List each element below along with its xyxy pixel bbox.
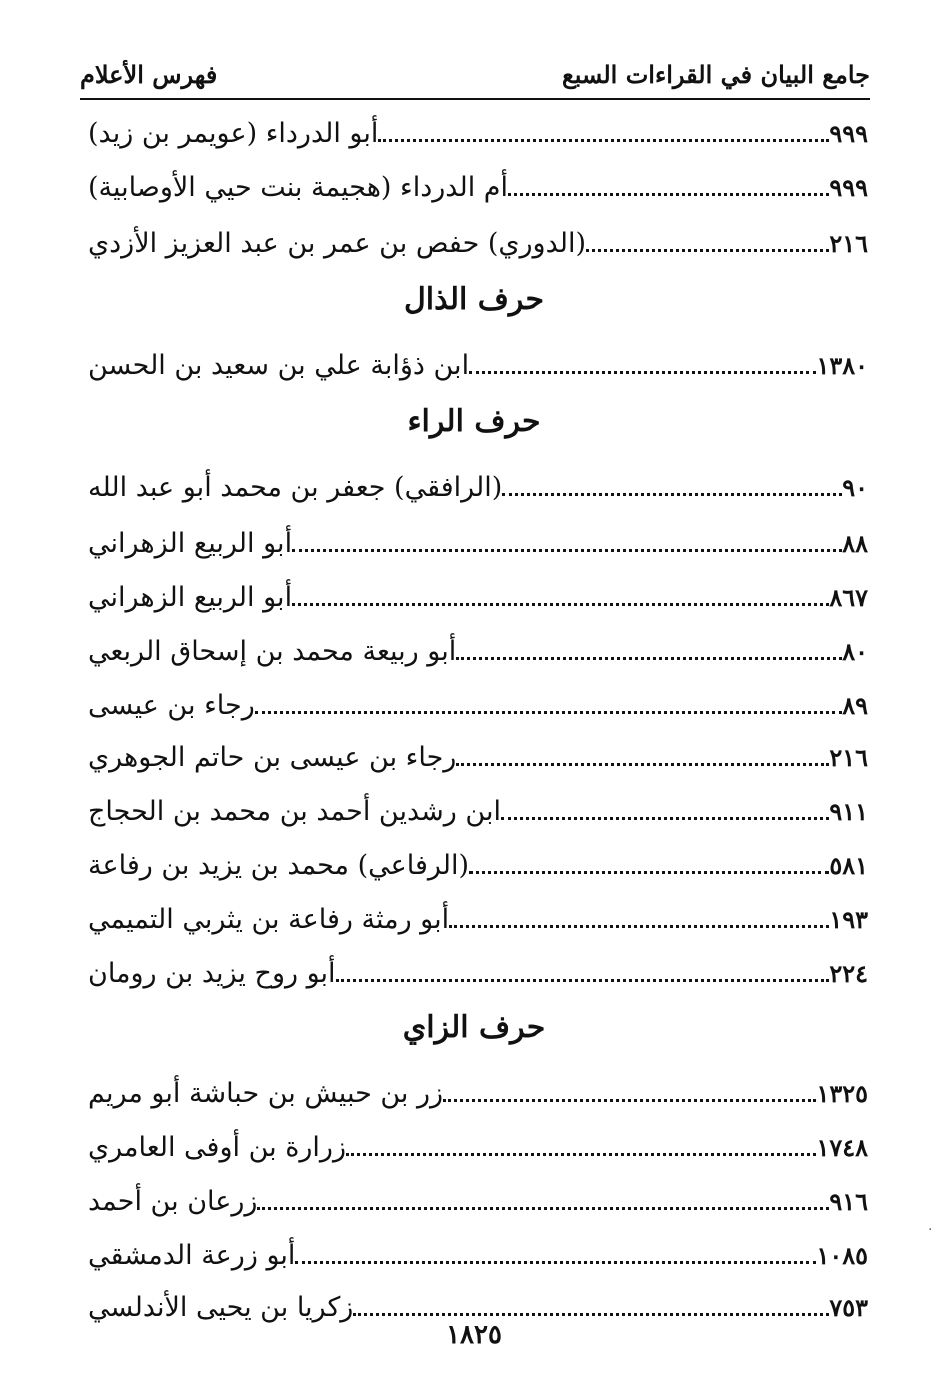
entry-name: أبو زرعة الدمشقي <box>88 1240 296 1271</box>
leader-dots <box>469 371 816 374</box>
index-entry <box>82 1122 870 1168</box>
entry-page: ٨٩ <box>842 691 868 720</box>
entry-name: زكريا بن يحيى الأندلسي <box>88 1292 354 1323</box>
leader-dots <box>255 711 842 714</box>
entry-page: ٨٠ <box>842 637 868 666</box>
running-header <box>80 52 870 100</box>
entry-page: ٩١١ <box>829 797 868 826</box>
index-entry <box>82 462 870 508</box>
section-heading: حرف الزاي <box>402 1010 546 1045</box>
leader-dots <box>586 249 829 252</box>
leader-dots <box>502 493 842 496</box>
entry-name: أبو الربيع الزهراني <box>88 528 293 559</box>
index-entry <box>82 840 870 886</box>
entry-name: أبو الربيع الزهراني <box>88 582 293 613</box>
entry-page: ١٠٨٥ <box>816 1241 868 1270</box>
index-entry <box>82 108 870 154</box>
entry-name: أبو روح يزيد بن رومان <box>88 958 336 989</box>
entry-name: (الدوري) حفص بن عمر بن عبد العزيز الأزدي <box>88 228 587 259</box>
index-entry <box>82 786 870 832</box>
entry-page: ٢١٦ <box>829 229 868 258</box>
leader-dots <box>257 1207 829 1210</box>
entry-page: ٩٩٩ <box>829 119 868 148</box>
index-entry <box>82 732 870 778</box>
entry-page: ٥٨١ <box>829 851 868 880</box>
leader-dots <box>449 925 829 928</box>
book-title: جامع البيان في القراءات السبع <box>561 60 870 89</box>
entry-page: ٢٢٤ <box>829 959 868 988</box>
leader-dots <box>378 139 829 142</box>
entry-page: ٧٥٣ <box>829 1293 868 1322</box>
leader-dots <box>353 1313 829 1316</box>
leader-dots <box>501 817 829 820</box>
entry-name: أبو ربيعة محمد بن إسحاق الربعي <box>88 636 457 667</box>
entry-page: ٩١٦ <box>829 1187 868 1216</box>
entry-name: رجاء بن عيسى بن حاتم الجوهري <box>88 742 457 773</box>
scan-mark: · <box>928 1222 933 1238</box>
leader-dots <box>443 1099 816 1102</box>
index-title: فهرس الأعلام <box>80 60 218 89</box>
leader-dots <box>292 603 829 606</box>
index-entry <box>82 1230 870 1276</box>
index-entry <box>82 218 870 264</box>
entry-page: ٨٦٧ <box>829 583 868 612</box>
entry-name: زرارة بن أوفى العامري <box>88 1132 347 1163</box>
entry-page: ١٩٣ <box>829 905 868 934</box>
entry-name: أم الدرداء (هجيمة بنت حيي الأوصابية) <box>88 172 509 203</box>
section-heading: حرف الذال <box>404 282 544 317</box>
leader-dots <box>456 657 842 660</box>
entry-name: (الرافقي) جعفر بن محمد أبو عبد الله <box>88 472 503 503</box>
section-heading: حرف الراء <box>407 404 541 439</box>
entry-name: زر بن حبيش بن حباشة أبو مريم <box>88 1078 444 1109</box>
entry-page: ١٣٢٥ <box>816 1079 868 1108</box>
entry-name: زرعان بن أحمد <box>88 1186 258 1217</box>
page-number: ١٨٢٥ <box>446 1320 502 1350</box>
entry-page: ٩٠ <box>842 473 868 502</box>
entry-page: ٩٩٩ <box>829 173 868 202</box>
entry-page: ٢١٦ <box>829 743 868 772</box>
leader-dots <box>456 763 829 766</box>
leader-dots <box>469 871 829 874</box>
entry-name: أبو رمثة رفاعة بن يثربي التميمي <box>88 904 450 935</box>
index-entry <box>82 162 870 208</box>
entry-name: ابن ذؤابة علي بن سعيد بن الحسن <box>88 350 470 381</box>
leader-dots <box>346 1153 816 1156</box>
leader-dots <box>508 193 829 196</box>
entry-name: (الرفاعي) محمد بن يزيد بن رفاعة <box>88 850 470 881</box>
entry-page: ١٣٨٠ <box>816 351 868 380</box>
entry-name: ابن رشدين أحمد بن محمد بن الحجاج <box>88 796 501 827</box>
entry-page: ٨٨ <box>842 529 868 558</box>
index-entry <box>82 1068 870 1114</box>
index-entry <box>82 626 870 672</box>
leader-dots <box>336 979 830 982</box>
index-entry <box>82 340 870 386</box>
leader-dots <box>292 549 842 552</box>
index-entry <box>82 948 870 994</box>
index-entry <box>82 1176 870 1222</box>
index-entry <box>82 680 870 726</box>
index-entry <box>82 894 870 940</box>
entry-page: ١٧٤٨ <box>816 1133 868 1162</box>
entry-name: أبو الدرداء (عويمر بن زيد) <box>88 118 379 149</box>
entry-name: رجاء بن عيسى <box>88 690 255 721</box>
index-entry <box>82 572 870 618</box>
leader-dots <box>295 1261 816 1264</box>
index-entry <box>82 518 870 564</box>
